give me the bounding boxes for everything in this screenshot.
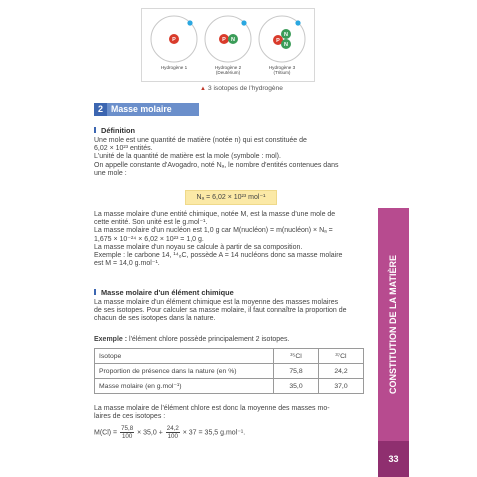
- table-header-row: Isotope ³⁵Cl ³⁷Cl: [95, 349, 364, 364]
- definition-text: Une mole est une quantité de matière (notée n) qui est constituée de 6,02 × 10²³ entités. L'unité de la quantité de matière est la mole (symbole : mol). On appelle constante d'Avogadro, noté Nₐ, le nombre d'entités contenues dans une mole :: [94, 137, 339, 177]
- table-row: Masse molaire (en g.mol⁻¹) 35,0 37,0: [95, 379, 364, 394]
- chapter-title: CONSTITUTION DE LA MATIÈRE: [388, 255, 398, 394]
- page-number: 33: [378, 441, 409, 477]
- atom-label-h3: Hydrogène 3 (Tritium): [268, 65, 296, 76]
- hydrogen-2-atom: [202, 13, 254, 65]
- fraction-1: $\frac{75,8}{100}$: [121, 425, 134, 440]
- section-title: Masse molaire: [111, 104, 172, 114]
- heading-bar: [94, 127, 96, 133]
- section-heading: [94, 103, 199, 116]
- isotope-figure: [141, 8, 315, 82]
- svg-text:N: N: [284, 42, 288, 49]
- svg-text:N: N: [284, 32, 288, 39]
- svg-text:N: N: [231, 37, 235, 44]
- caption-triangle-icon: ▲: [200, 86, 206, 92]
- chapter-side-tab: [378, 208, 409, 441]
- atom-label-h2: Hydrogène 2 (Deutérium): [214, 65, 242, 76]
- calculation: M(Cl) = $\frac{75,8}{100}$ × 35,0 + $\frac{24,2}{100}$ × 37 = 35,5 g.mol⁻¹.: [94, 425, 246, 440]
- isotope-table: [94, 348, 364, 394]
- element-text: La masse molaire d'un élément chimique est la moyenne des masses molaires de ses isotopes. Pour calculer sa masse molaire, il faut connaître la proportion de chacun de ses isotopes dans la nature.: [94, 299, 347, 323]
- hydrogen-1-atom: [148, 13, 200, 65]
- fraction-2: $\frac{24,2}{100}$: [166, 425, 179, 440]
- figure-caption: ▲ 3 isotopes de l'hydrogène: [200, 85, 283, 92]
- avogadro-formula: Nₐ = 6,02 × 10²³ mol⁻¹: [185, 190, 277, 205]
- section-number: 2: [94, 103, 107, 116]
- heading-bar: [94, 289, 96, 295]
- definition-heading: Définition: [94, 126, 135, 135]
- svg-text:P: P: [276, 38, 280, 45]
- example-label: Exemple :: [94, 336, 128, 343]
- hydrogen-3-atom: [256, 13, 308, 65]
- atom-label-h1: Hydrogène 1: [160, 65, 188, 70]
- molar-mass-text: La masse molaire d'une entité chimique, notée M, est la masse d'une mole de cette entité. Son unité est le g.mol⁻¹. La masse molaire d'un nucléon est 1,0 g car M(nucléon) = m(nucléon) × Nₐ = 1,675 × 10⁻²⁴ × 6,02 × 10²³ = 1,0 g. La masse molaire d'un noyau se calcule à partir de sa composition. Exemple : le carbone 14, ¹⁴₆C, possède A = 14 nucléons donc sa masse molaire est M = 14,0 g.mol⁻¹.: [94, 211, 343, 268]
- element-heading: Masse molaire d'un élément chimique: [94, 288, 234, 297]
- proton-letter: P: [172, 37, 176, 44]
- svg-text:P: P: [222, 37, 226, 44]
- example-line: Exemple : l'élément chlore possède principalement 2 isotopes.: [94, 336, 290, 343]
- conclusion-text: La masse molaire de l'élément chlore est donc la moyenne des masses mo- laires de ces isotopes :: [94, 405, 330, 421]
- table-row: Proportion de présence dans la nature (en %) 75,8 24,2: [95, 364, 364, 379]
